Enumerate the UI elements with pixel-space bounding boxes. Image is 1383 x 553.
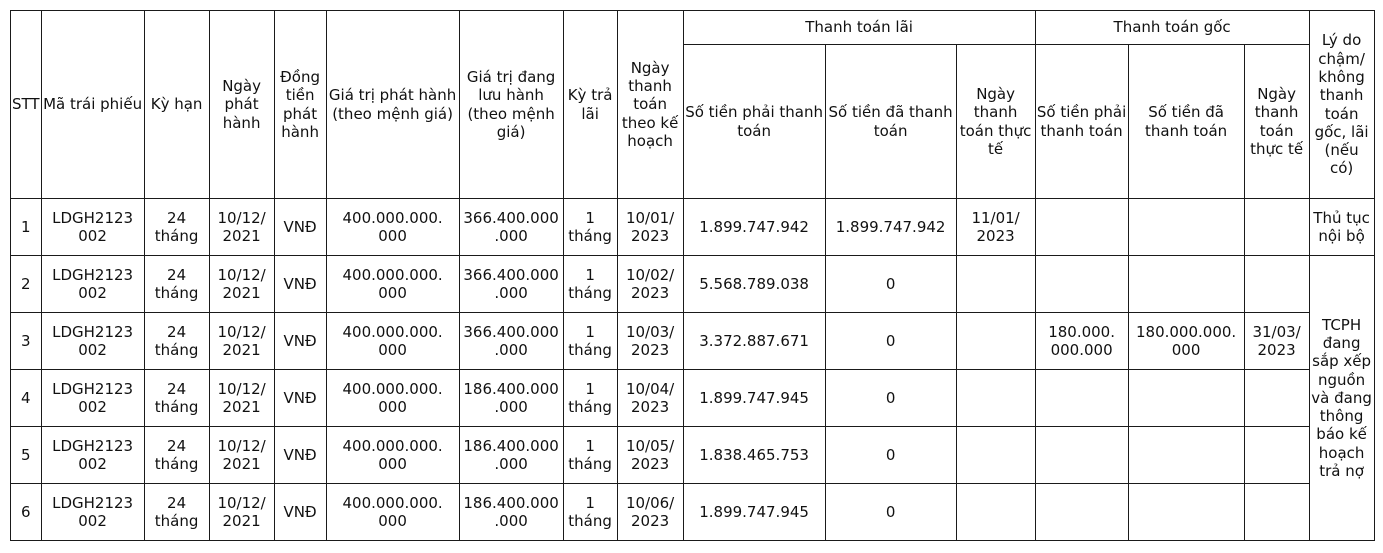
cell-issue-date: 10/12/ 2021 <box>209 313 274 370</box>
header-currency: Đồng tiền phát hành <box>274 11 326 199</box>
cell-principal-paid <box>1128 370 1244 427</box>
cell-principal-actual-date <box>1244 256 1309 313</box>
cell-bond-code: LDGH2123 002 <box>41 484 144 541</box>
cell-currency: VNĐ <box>274 427 326 484</box>
cell-interest-due: 3.372.887.671 <box>683 313 825 370</box>
cell-principal-actual-date <box>1244 484 1309 541</box>
table-row <box>11 484 1375 541</box>
cell-stt: 3 <box>11 313 42 370</box>
cell-planned-date: 10/01/ 2023 <box>617 199 683 256</box>
cell-interest-due: 1.899.747.942 <box>683 199 825 256</box>
cell-currency: VNĐ <box>274 370 326 427</box>
cell-issue-value: 400.000.000. 000 <box>326 199 459 256</box>
cell-outstanding-value: 366.400.000 .000 <box>459 313 563 370</box>
cell-issue-date: 10/12/ 2021 <box>209 370 274 427</box>
cell-principal-due <box>1035 484 1128 541</box>
cell-term: 24 tháng <box>144 256 209 313</box>
cell-issue-date: 10/12/ 2021 <box>209 427 274 484</box>
cell-bond-code: LDGH2123 002 <box>41 370 144 427</box>
cell-issue-value: 400.000.000. 000 <box>326 370 459 427</box>
cell-term: 24 tháng <box>144 199 209 256</box>
cell-interest-due: 1.838.465.753 <box>683 427 825 484</box>
cell-principal-due <box>1035 427 1128 484</box>
cell-bond-code: LDGH2123 002 <box>41 427 144 484</box>
cell-stt: 6 <box>11 484 42 541</box>
cell-interest-due: 5.568.789.038 <box>683 256 825 313</box>
cell-currency: VNĐ <box>274 313 326 370</box>
cell-issue-date: 10/12/ 2021 <box>209 484 274 541</box>
cell-stt: 1 <box>11 199 42 256</box>
cell-outstanding-value: 186.400.000 .000 <box>459 484 563 541</box>
cell-outstanding-value: 186.400.000 .000 <box>459 370 563 427</box>
header-row-1 <box>11 11 1375 45</box>
cell-interest-due: 1.899.747.945 <box>683 484 825 541</box>
header-stt: STT <box>11 11 42 199</box>
cell-interest-period: 1 tháng <box>563 427 617 484</box>
cell-principal-paid: 180.000.000. 000 <box>1128 313 1244 370</box>
cell-stt: 2 <box>11 256 42 313</box>
cell-term: 24 tháng <box>144 313 209 370</box>
cell-principal-due: 180.000. 000.000 <box>1035 313 1128 370</box>
cell-planned-date: 10/03/ 2023 <box>617 313 683 370</box>
cell-interest-due: 1.899.747.945 <box>683 370 825 427</box>
header-term: Kỳ hạn <box>144 11 209 199</box>
cell-interest-paid: 0 <box>825 484 956 541</box>
cell-interest-actual-date <box>956 484 1035 541</box>
table-row <box>11 256 1375 313</box>
cell-planned-date: 10/04/ 2023 <box>617 370 683 427</box>
header-outstanding-value: Giá trị đang lưu hành (theo mệnh giá) <box>459 11 563 199</box>
cell-term: 24 tháng <box>144 370 209 427</box>
header-interest-actual-date: Ngày thanh toán thực tế <box>956 45 1035 199</box>
header-interest-period: Kỳ trả lãi <box>563 11 617 199</box>
cell-term: 24 tháng <box>144 484 209 541</box>
cell-issue-value: 400.000.000. 000 <box>326 427 459 484</box>
cell-principal-paid <box>1128 256 1244 313</box>
cell-principal-due <box>1035 370 1128 427</box>
cell-interest-period: 1 tháng <box>563 370 617 427</box>
cell-interest-period: 1 tháng <box>563 313 617 370</box>
table-row <box>11 313 1375 370</box>
cell-interest-actual-date: 11/01/ 2023 <box>956 199 1035 256</box>
cell-interest-paid: 0 <box>825 370 956 427</box>
cell-planned-date: 10/02/ 2023 <box>617 256 683 313</box>
cell-issue-value: 400.000.000. 000 <box>326 256 459 313</box>
header-principal-due: Số tiền phải thanh toán <box>1035 45 1128 199</box>
cell-term: 24 tháng <box>144 427 209 484</box>
cell-issue-date: 10/12/ 2021 <box>209 256 274 313</box>
cell-bond-code: LDGH2123 002 <box>41 256 144 313</box>
cell-interest-period: 1 tháng <box>563 256 617 313</box>
header-bond-code: Mã trái phiếu <box>41 11 144 199</box>
cell-issue-date: 10/12/ 2021 <box>209 199 274 256</box>
table-row <box>11 199 1375 256</box>
cell-interest-actual-date <box>956 313 1035 370</box>
header-reason: Lý do chậm/ không thanh toán gốc, lãi (nếu có) <box>1309 11 1374 199</box>
cell-interest-period: 1 tháng <box>563 199 617 256</box>
cell-principal-paid <box>1128 427 1244 484</box>
cell-issue-value: 400.000.000. 000 <box>326 313 459 370</box>
cell-principal-paid <box>1128 199 1244 256</box>
header-principal-actual-date: Ngày thanh toán thực tế <box>1244 45 1309 199</box>
cell-outstanding-value: 186.400.000 .000 <box>459 427 563 484</box>
table-row <box>11 427 1375 484</box>
cell-currency: VNĐ <box>274 199 326 256</box>
table-row <box>11 370 1375 427</box>
header-interest-paid: Số tiền đã thanh toán <box>825 45 956 199</box>
cell-stt: 5 <box>11 427 42 484</box>
header-principal-group: Thanh toán gốc <box>1035 11 1309 45</box>
cell-interest-actual-date <box>956 370 1035 427</box>
cell-principal-actual-date <box>1244 370 1309 427</box>
cell-bond-code: LDGH2123 002 <box>41 313 144 370</box>
header-issue-date: Ngày phát hành <box>209 11 274 199</box>
cell-interest-paid: 0 <box>825 313 956 370</box>
cell-principal-due <box>1035 256 1128 313</box>
cell-interest-period: 1 tháng <box>563 484 617 541</box>
cell-principal-actual-date: 31/03/ 2023 <box>1244 313 1309 370</box>
cell-outstanding-value: 366.400.000 .000 <box>459 199 563 256</box>
cell-principal-actual-date <box>1244 427 1309 484</box>
cell-principal-due <box>1035 199 1128 256</box>
cell-planned-date: 10/06/ 2023 <box>617 484 683 541</box>
cell-stt: 4 <box>11 370 42 427</box>
cell-issue-value: 400.000.000. 000 <box>326 484 459 541</box>
cell-reason-merged: TCPH đang sắp xếp nguồn và đang thông báo kế hoạch trả nợ <box>1309 256 1374 541</box>
cell-interest-paid: 0 <box>825 427 956 484</box>
cell-interest-actual-date <box>956 427 1035 484</box>
cell-currency: VNĐ <box>274 484 326 541</box>
cell-interest-actual-date <box>956 256 1035 313</box>
cell-principal-paid <box>1128 484 1244 541</box>
header-interest-due: Số tiền phải thanh toán <box>683 45 825 199</box>
cell-principal-actual-date <box>1244 199 1309 256</box>
cell-bond-code: LDGH2123 002 <box>41 199 144 256</box>
cell-reason: Thủ tục nội bộ <box>1309 199 1374 256</box>
cell-interest-paid: 0 <box>825 256 956 313</box>
header-interest-group: Thanh toán lãi <box>683 11 1035 45</box>
cell-currency: VNĐ <box>274 256 326 313</box>
bond-payment-table <box>10 10 1375 541</box>
cell-outstanding-value: 366.400.000 .000 <box>459 256 563 313</box>
header-planned-date: Ngày thanh toán theo kế hoạch <box>617 11 683 199</box>
header-issue-value: Giá trị phát hành (theo mệnh giá) <box>326 11 459 199</box>
cell-planned-date: 10/05/ 2023 <box>617 427 683 484</box>
cell-interest-paid: 1.899.747.942 <box>825 199 956 256</box>
header-principal-paid: Số tiền đã thanh toán <box>1128 45 1244 199</box>
